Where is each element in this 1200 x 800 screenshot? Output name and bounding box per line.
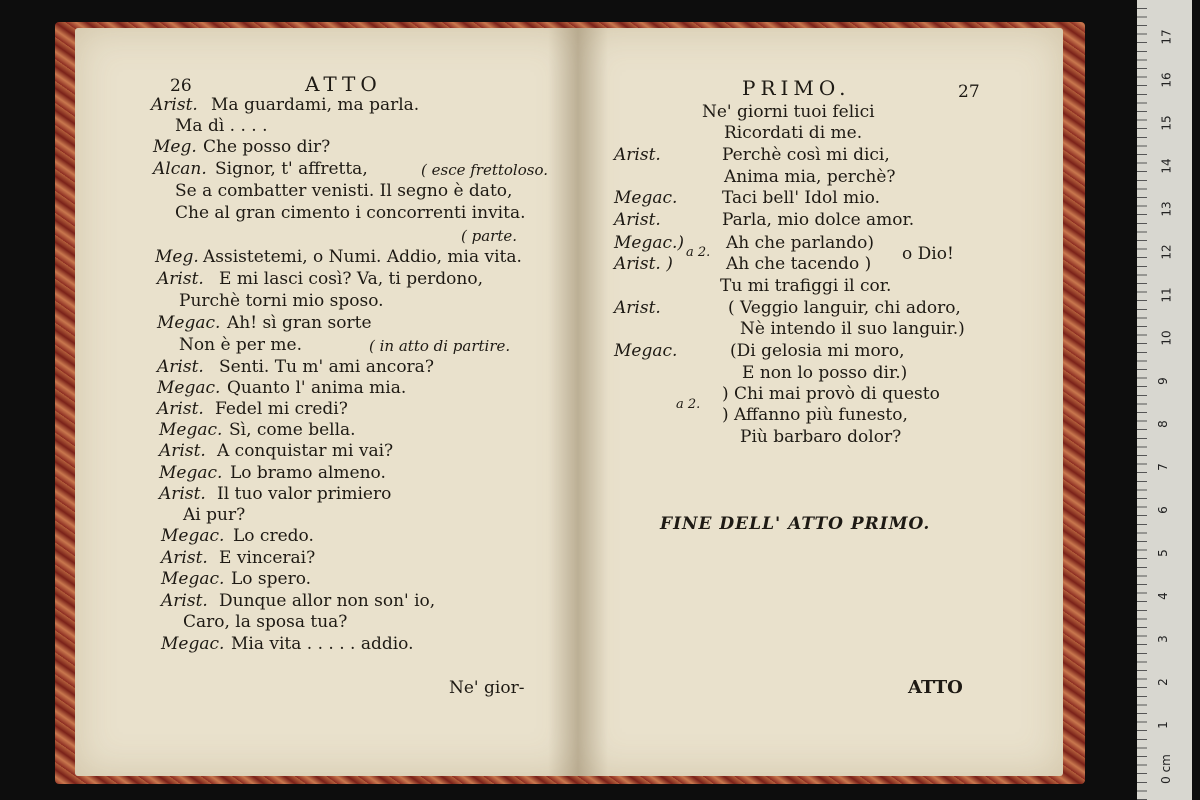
verse-line: Non è per me. xyxy=(179,335,302,355)
verse-line: Caro, la sposa tua? xyxy=(183,612,348,632)
verse-line: Taci bell' Idol mio. xyxy=(722,188,880,208)
ruler-number: 12 xyxy=(1159,244,1174,260)
ruler-number: 11 xyxy=(1159,287,1174,303)
act-end-title: FINE DELL' ATTO PRIMO. xyxy=(660,514,931,534)
speaker: Megac. xyxy=(161,569,225,589)
speaker: Arist. xyxy=(614,145,661,165)
speaker: Arist. ) xyxy=(614,254,673,274)
verse-line: Assistetemi, o Numi. Addio, mia vita. xyxy=(203,247,522,267)
verse-line: Se a combatter venisti. Il segno è dato, xyxy=(175,181,513,201)
catchword: ATTO xyxy=(908,677,963,698)
verse-line: Ai pur? xyxy=(183,505,246,525)
speaker: Megac. xyxy=(161,526,225,546)
speaker: Arist. xyxy=(157,357,204,377)
stage-direction: ( esce frettoloso. xyxy=(421,161,548,179)
verse-line: Perchè così mi dici, xyxy=(722,145,890,165)
verse-line: (Di gelosia mi moro, xyxy=(730,341,905,361)
ruler-number: 5 xyxy=(1155,549,1170,557)
a-due-mark: a 2. xyxy=(686,245,711,260)
verse-line: Che al gran cimento i concorrenti invita. xyxy=(175,203,526,223)
verse-line: Tu mi trafiggi il cor. xyxy=(720,276,892,296)
ruler-number: 17 xyxy=(1159,29,1174,45)
speaker: Megac. xyxy=(614,188,678,208)
ruler-number: 13 xyxy=(1159,201,1174,217)
verse-line: Dunque allor non son' io, xyxy=(219,591,436,611)
verse-line: ) Affanno più funesto, xyxy=(722,405,908,425)
speaker: Alcan. xyxy=(153,159,207,179)
ruler-number: 1 xyxy=(1155,721,1170,729)
ruler-number: 4 xyxy=(1155,592,1170,600)
o-dio: o Dio! xyxy=(902,244,954,264)
verse-line: Signor, t' affretta, xyxy=(215,159,368,179)
verse-line: Ne' giorni tuoi felici xyxy=(702,102,875,122)
verse-line: Lo spero. xyxy=(231,569,312,589)
page-number: 27 xyxy=(958,82,980,102)
ruler-number: 9 xyxy=(1155,377,1170,385)
speaker: Megac. xyxy=(614,341,678,361)
speaker: Arist. xyxy=(161,548,208,568)
left-page xyxy=(75,28,578,776)
verse-line: Il tuo valor primiero xyxy=(217,484,392,504)
ruler-unit: 0 cm xyxy=(1158,754,1173,784)
verse-line: Ah! sì gran sorte xyxy=(227,313,372,333)
speaker: Arist. xyxy=(157,399,204,419)
ruler-number: 15 xyxy=(1159,115,1174,131)
verse-line: Ah che parlando) xyxy=(726,233,874,253)
verse-line: A conquistar mi vai? xyxy=(217,441,394,461)
speaker: Arist. xyxy=(161,591,208,611)
ruler-number: 14 xyxy=(1159,158,1174,174)
verse-line: Ma dì . . . . xyxy=(175,116,268,136)
verse-line: E non lo posso dir.) xyxy=(742,363,908,383)
verse-line: Ma guardami, ma parla. xyxy=(211,95,420,115)
speaker: Megac.) xyxy=(614,233,685,253)
verse-line: Purchè torni mio sposo. xyxy=(179,291,384,311)
stage-direction: ( in atto di partire. xyxy=(369,337,511,355)
speaker: Arist. xyxy=(159,441,206,461)
speaker: Arist. xyxy=(151,95,198,115)
verse-line: ( Veggio languir, chi adoro, xyxy=(728,298,961,318)
ruler-number: 10 xyxy=(1159,330,1174,346)
right-page xyxy=(578,28,1063,776)
speaker: Megac. xyxy=(159,463,223,483)
ruler-number: 2 xyxy=(1155,678,1170,686)
speaker: Arist. xyxy=(614,298,661,318)
speaker: Arist. xyxy=(157,269,204,289)
ruler-number: 6 xyxy=(1155,506,1170,514)
verse-line: Lo bramo almeno. xyxy=(230,463,386,483)
verse-line: Senti. Tu m' ami ancora? xyxy=(219,357,434,377)
ruler-number: 3 xyxy=(1155,635,1170,643)
catchword: Ne' gior- xyxy=(449,678,525,698)
verse-line: Ricordati di me. xyxy=(724,123,863,143)
verse-line: Parla, mio dolce amor. xyxy=(722,210,915,230)
verse-line: Lo credo. xyxy=(233,526,314,546)
verse-line: Sì, come bella. xyxy=(229,420,356,440)
ruler-number: 16 xyxy=(1159,72,1174,88)
verse-line: ) Chi mai provò di questo xyxy=(722,384,940,404)
stage-direction: ( parte. xyxy=(461,227,518,245)
verse-line: Anima mia, perchè? xyxy=(724,167,896,187)
measuring-ruler xyxy=(1137,0,1192,800)
speaker: Arist. xyxy=(159,484,206,504)
page-number: 26 xyxy=(170,76,192,96)
verse-line: Mia vita . . . . . addio. xyxy=(231,634,414,654)
a-due-mark: a 2. xyxy=(676,397,701,412)
verse-line: Quanto l' anima mia. xyxy=(227,378,407,398)
running-header: PRIMO. xyxy=(742,76,851,100)
speaker: Meg. xyxy=(155,247,199,267)
verse-line: Più barbaro dolor? xyxy=(740,427,902,447)
verse-line: Che posso dir? xyxy=(203,137,331,157)
running-header: ATTO xyxy=(305,72,382,96)
speaker: Megac. xyxy=(161,634,225,654)
verse-line: E vincerai? xyxy=(219,548,316,568)
verse-line: Ah che tacendo ) xyxy=(726,254,872,274)
speaker: Megac. xyxy=(157,378,221,398)
verse-line: Nè intendo il suo languir.) xyxy=(740,319,965,339)
ruler-number: 7 xyxy=(1155,463,1170,471)
verse-line: Fedel mi credi? xyxy=(215,399,348,419)
speaker: Meg. xyxy=(153,137,197,157)
ruler-number: 8 xyxy=(1155,420,1170,428)
verse-line: E mi lasci così? Va, ti perdono, xyxy=(219,269,483,289)
speaker: Megac. xyxy=(159,420,223,440)
speaker: Megac. xyxy=(157,313,221,333)
speaker: Arist. xyxy=(614,210,661,230)
